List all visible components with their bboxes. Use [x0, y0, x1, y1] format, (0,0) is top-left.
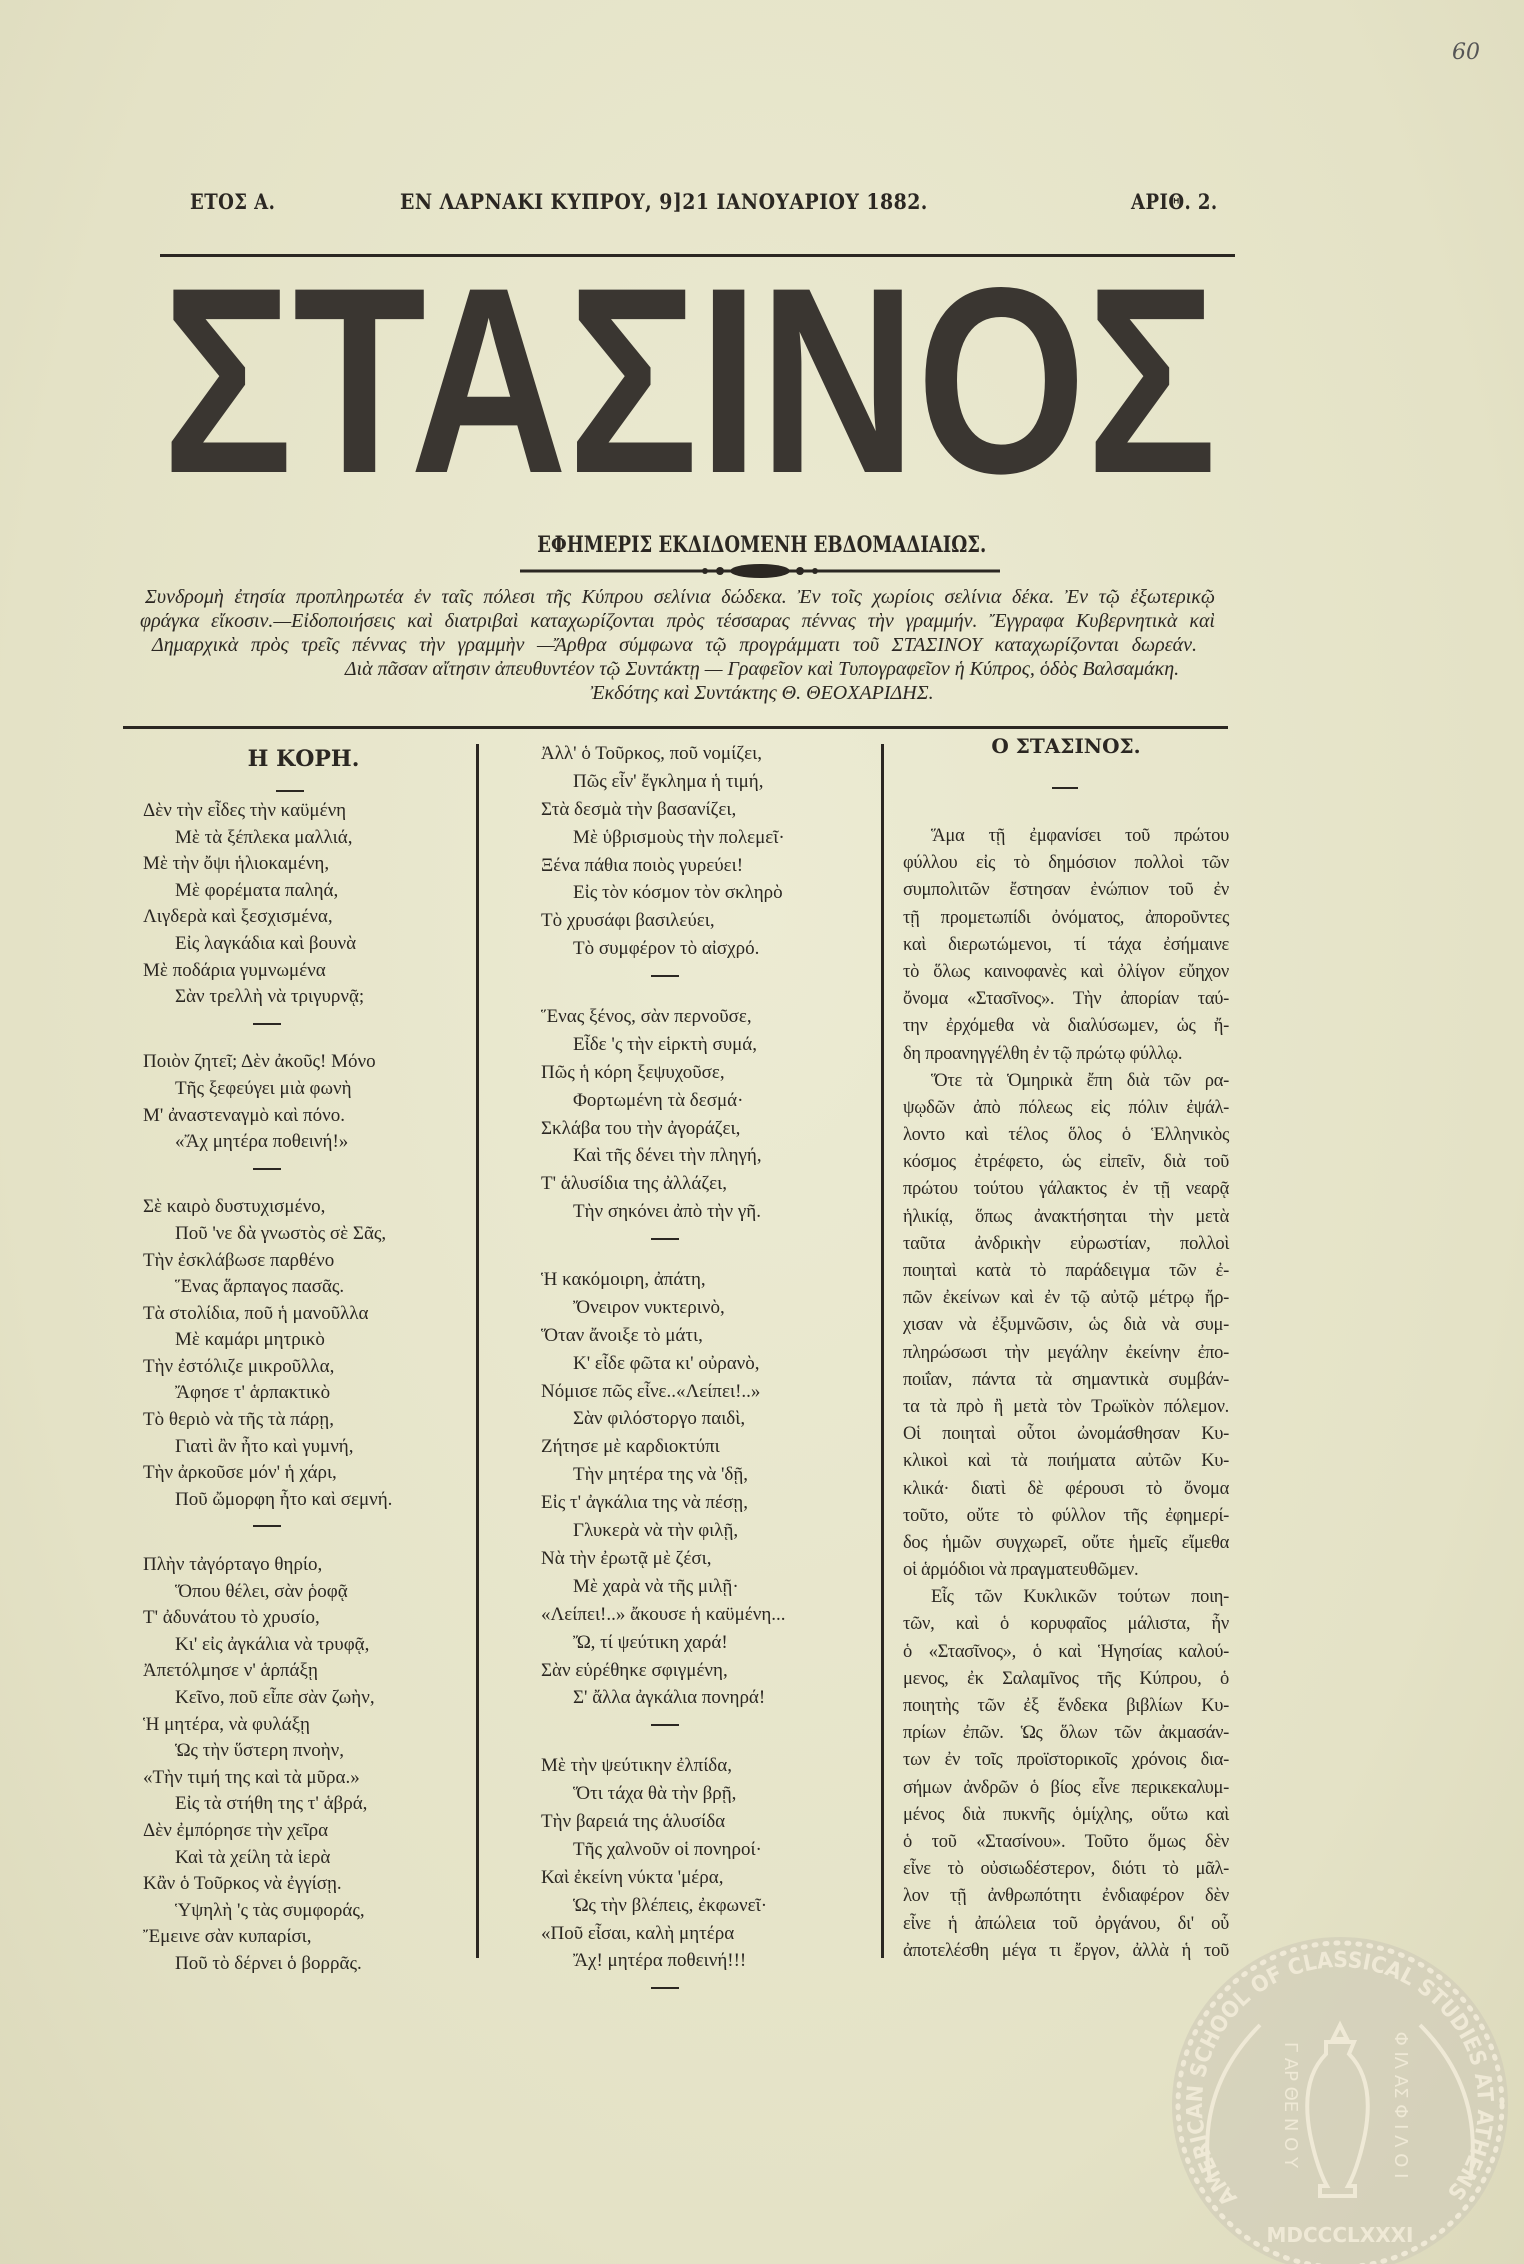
column-divider — [476, 744, 479, 1958]
poem-line: Φορτωμένη τὰ δεσμά· — [573, 1089, 744, 1111]
article-line: πληρώσωσι τὴν μεγάλην ἐκείνην ἐπο- — [903, 1342, 1229, 1363]
masthead-title: ΣΤΑΣΙΝΟΣ — [162, 233, 1217, 529]
article-line: δη προανηγγέλθη ἐν τῷ πρώτῳ φύλλῳ. — [903, 1043, 1183, 1064]
article-line: ποιΐαν, πάντα τὰ σημαντικὰ συμβάν- — [903, 1369, 1229, 1390]
dash — [651, 1724, 679, 1726]
dash — [253, 1168, 281, 1170]
poem-line: Σὲ καιρὸ δυστυχισμένο, — [143, 1196, 326, 1218]
article-line: ποιηταὶ κατὰ τὸ παράδειγμα τῶν ἐ- — [903, 1261, 1229, 1281]
poem-line: Ἔμεινε σὰν κυπαρίσι, — [143, 1926, 312, 1948]
dash — [651, 1987, 679, 1989]
poem-line: Μὲ τὰ ξέπλεκα μαλλιά, — [175, 826, 353, 848]
poem-line: «Ποῦ εἶσαι, καλὴ μητέρα — [541, 1922, 735, 1944]
poem-line: Εἶδε 'ς τὴν εἱρκτὴ συμά, — [573, 1033, 758, 1055]
poem-line: «Τὴν τιμή της καὶ τὰ μῦρα.» — [143, 1766, 360, 1788]
poem-line: Ποῦ τὸ δέρνει ὁ βορρᾶς. — [175, 1952, 362, 1974]
poem-line: «Λείπει!..» ἄκουσε ἡ καϋμένη... — [541, 1603, 786, 1625]
article-line: ὄνομα «Στασῖνος». Τὴν ἀπορίαν ταύ- — [903, 989, 1229, 1010]
poem-line: Ὡς τὴν βλέπεις, ἐκφωνεῖ· — [573, 1894, 768, 1916]
poem-line: Μὲ τὴν ὄψι ἡλιοκαμένη, — [143, 853, 330, 875]
article-line: λον τῇ ἀνθρωπότητι ἐνδιαφέρον δὲν — [903, 1886, 1229, 1907]
article-line: των ἐν τοῖς προϊστορικοῖς χρόνοις δια- — [903, 1750, 1229, 1771]
article-line: κλικοὶ καὶ τὰ ποιήματα αὐτῶν Κυ- — [903, 1451, 1229, 1472]
poem-line: Ὡς τὴν ὕστερη πνοὴν, — [175, 1740, 345, 1762]
poem-line: Μὲ τὴν ψεύτικην ἐλπίδα, — [541, 1755, 732, 1777]
poem-line: Τὸ συμφέρον τὸ αἰσχρό. — [573, 938, 760, 960]
poem-line: Κεῖνο, ποῦ εἶπε σὰν ζωὴν, — [175, 1687, 375, 1708]
article-line: την ἐρχόμεθα νὰ διαλύσωμεν, ὡς ἤ- — [903, 1016, 1229, 1037]
poem-line: Τὴν μητέρα της νὰ 'δῇ, — [573, 1464, 749, 1486]
article-line: κόσμος ἐτρέφετο, ὡς εἰπεῖν, διὰ τοῦ — [903, 1152, 1229, 1173]
poem-line: Νόμισε πῶς εἶνε..«Λείπει!..» — [541, 1380, 761, 1402]
poem-line: Ὅπου θέλει, σὰν ῥοφᾷ — [175, 1580, 348, 1602]
poem-line: Εἰς λαγκάδια καὶ βουνὰ — [175, 932, 357, 954]
poem-line: Τ' ἀδυνάτου τὸ χρυσίο, — [143, 1607, 320, 1629]
dash — [253, 1023, 281, 1025]
poem-line: Κ' εἶδε φῶτα κι' οὐρανὸ, — [573, 1352, 760, 1374]
poem-line: Ὅταν ἄνοιξε τὸ μάτι, — [541, 1324, 703, 1346]
poem-line: Τὸ θεριὸ νὰ τῆς τὰ πάρῃ, — [143, 1409, 334, 1431]
masthead — [0, 220, 1524, 530]
article-line: πρίων ἐπῶν. Ὡς ὅλων τῶν ἀκμασάν- — [903, 1723, 1229, 1744]
title-dash — [1052, 787, 1078, 789]
poem-line: Μὲ φορέματα παληά, — [175, 879, 339, 901]
article-line: ἀποτελέσθη μέγα τι ἔργον, ἀλλὰ ἡ τοῦ — [903, 1940, 1229, 1961]
poem-line: Πῶς ἡ κόρη ξεψυχοῦσε, — [541, 1061, 725, 1083]
poem-line: Μ' ἀναστεναγμὸ καὶ πόνο. — [143, 1104, 345, 1126]
poem-line: Ὑψηλὴ 'ς τὰς συμφοράς, — [175, 1899, 365, 1921]
poem-line: Ποιὸν ζητεῖ; Δὲν ἀκοῦς! Μόνο — [143, 1051, 376, 1073]
poem-line: Γλυκερὰ νὰ τὴν φιλῇ, — [573, 1520, 739, 1542]
article-line: φύλλου εἰς τὸ δημόσιον πολλοὶ τῶν — [903, 853, 1229, 874]
stanza-divider — [541, 975, 786, 1003]
poem-line: Εἰς τὸν κόσμον τὸν σκληρὸ — [573, 882, 783, 904]
article-body — [903, 823, 1229, 1965]
poem-line: Ἄφησε τ' ἁρπακτικὸ — [175, 1382, 331, 1404]
article-line: τα τὰ πρὸ ἢ μετὰ τὸν Τρωϊκὸν πόλεμον. — [903, 1396, 1229, 1417]
poem-line: Λιγδερὰ καὶ ξεσχισμένα, — [143, 906, 333, 928]
poem-line: Καὶ ἐκείνη νύκτα 'μέρα, — [541, 1866, 724, 1888]
article-line: δος ἡμῶν συγχωρεῖ, οὔτε ἡμεῖς εἴμεθα — [903, 1532, 1229, 1553]
article-line: οἱ ἁρμόδιοι νὰ πραγματευθῶμεν. — [903, 1560, 1139, 1581]
poem-line: Μὲ ποδάρια γυμνωμένα — [143, 959, 326, 981]
poem-line: Ποῦ 'νε δὰ γνωστὸς σὲ Σᾶς, — [175, 1222, 387, 1244]
stamp-right-letters: Φ ΙΛ ΑΣ Φ Ι Λ Ο Ι — [1390, 2031, 1411, 2179]
article-line: λοντο καὶ τέλος ὅλος ὁ Ἑλληνικὸς — [903, 1125, 1229, 1146]
poem-title: Η ΚΟΡΗ. — [247, 746, 360, 772]
article-line: εἶνε ἡ ἀπώλεια τοῦ ὀργάνου, δι' οὗ — [903, 1913, 1229, 1934]
article-line: σήμων ἀνδρῶν ὁ βίος εἶνε περικεκαλυμ- — [903, 1777, 1229, 1798]
article-line: ποιητὴς τῶν ἐξ ἕνδεκα βιβλίων Κυ- — [903, 1696, 1229, 1716]
poem-line: «Ἄχ μητέρα ποθεινή!» — [175, 1131, 349, 1153]
article-title: Ο ΣΤΑΣΙΝΟΣ. — [991, 734, 1141, 758]
poem-line: Ἡ μητέρα, νὰ φυλάξῃ — [143, 1713, 310, 1735]
article-line: ὁ τοῦ «Στασίνου». Τοῦτο ὅμως δὲν — [903, 1831, 1229, 1852]
article-line: πῶν ἐκείνων καὶ ἐν τῷ αὐτῷ μέτρῳ ἤρ- — [903, 1288, 1229, 1309]
place-date: ΕΝ ΛΑΡΝΑΚΙ ΚΥΠΡΟΥ, 9]21 ΙΑΝΟΥΑΡΙΟΥ 1882. — [400, 189, 928, 214]
stamp-year: MDCCCLXXXI — [1266, 2223, 1414, 2247]
poem-line: Νὰ τὴν ἐρωτᾷ μὲ ζέσι, — [541, 1547, 712, 1569]
year-label: ΕΤΟΣ Α. — [190, 189, 276, 214]
poem-column-2 — [541, 740, 786, 2015]
poem-line: Εἰς τ' ἀγκάλια της νὰ πέσῃ, — [541, 1492, 748, 1514]
library-stamp — [1140, 1930, 1524, 2264]
poem-line: Μὲ ὑβρισμοὺς τὴν πολεμεῖ· — [573, 826, 785, 848]
article-line: τοῦτο, οὔτε τὸ φύλλον τῆς ἐφημερί- — [903, 1505, 1229, 1526]
poem-line: Γιατὶ ἂν ἦτο καὶ γυμνή, — [175, 1435, 354, 1457]
article-line: κλικά· διατὶ δὲ φέρουσι τὸ ὄνομα — [903, 1478, 1229, 1499]
stanza-divider — [143, 1525, 392, 1552]
poem-line: Τὰ στολίδια, ποῦ ἡ μανοῦλλα — [143, 1302, 369, 1324]
column-divider — [881, 744, 884, 1958]
poem-line: Καὶ τὰ χείλη τὰ ἱερὰ — [175, 1846, 331, 1868]
stamp-ring-text: AMERICAN SCHOOL OF CLASSICAL STUDIES AT ATHENS — [1182, 1947, 1498, 2211]
poem-line: Σὰν τρελλὴ νὰ τριγυρνᾷ; — [175, 986, 365, 1008]
article-line: ἡλικίᾳ, ὅπως ἀνακτήσηται τὴν μετὰ — [903, 1206, 1229, 1227]
stanza-divider — [541, 1724, 786, 1752]
poem-line: Ἀλλ' ὁ Τοῦρκος, ποῦ νομίζει, — [541, 743, 762, 764]
poem-line: Μὲ χαρὰ νὰ τῆς μιλῇ· — [573, 1575, 739, 1597]
poem-line: Τὴν βαρειά της ἁλυσίδα — [541, 1810, 726, 1832]
poem-column-1 — [143, 798, 392, 1978]
subscription-line: Δημαρχικὰ πρὸς τρεῖς πέννας τὴν γραμμὴν —Ἄρθρα σύμφωνα τῷ προγράμματι τοῦ ΣΤΑΣΙΝΟΥ καταχωρίζονται δωρεάν. — [152, 634, 1197, 656]
stanza-divider — [541, 1987, 786, 2015]
article-line: συμπολιτῶν ἔστησαν ἐνώπιον τοῦ ἐν — [903, 880, 1229, 901]
poem-line: Σὰν φιλόστοργο παιδὶ, — [573, 1408, 746, 1430]
stanza-divider — [143, 1023, 392, 1050]
poem-line: Τὴν σηκόνει ἀπὸ τὴν γῆ. — [573, 1201, 761, 1223]
stanza-divider — [541, 1238, 786, 1266]
poem-line: Ξένα πάθια ποιὸς γυρεύει! — [541, 854, 744, 876]
poem-line: Ἀπετόλμησε ν' ἁρπάξῃ — [143, 1660, 318, 1682]
poem-line: Εἰς τὰ στήθη της τ' ἁβρά, — [175, 1793, 368, 1815]
article-line: ταῦτα ἀνδρικὴν εὐρωστίαν, πολλοὶ — [903, 1233, 1229, 1254]
poem-line: Δὲν ἐμπόρησε τὴν χεῖρα — [143, 1819, 329, 1841]
article-line: ψῳδῶν ἀπὸ πόλεως εἰς πόλιν ἐψάλ- — [903, 1097, 1229, 1118]
poem-line: Ὅτι τάχα θὰ τὴν βρῇ, — [573, 1783, 737, 1805]
article-line: τῶν, καὶ ὁ κορυφαῖος μάλιστα, ἦν — [903, 1614, 1229, 1635]
poem-line: Μὲ καμάρι μητρικὸ — [175, 1329, 325, 1351]
article-line: εἶνε τὸ οὐσιωδέστερον, διότι τὸ μᾶλ- — [903, 1859, 1229, 1880]
article-line: χισαν νὰ ἐξυμνῶσιν, ὡς διὰ νὰ συμ- — [903, 1315, 1229, 1336]
poem-line: Σκλάβα του τὴν ἀγοράζει, — [541, 1117, 741, 1139]
article-line: μένος διὰ πυκνῆς ὁμίχλης, οὕτω καὶ — [903, 1804, 1229, 1825]
poem-line: Τὸ χρυσάφι βασιλεύει, — [541, 910, 715, 932]
poem-line: Ὄνειρον νυκτερινὸ, — [573, 1296, 725, 1318]
poem-line: Σ' ἄλλα ἀγκάλια πονηρά! — [573, 1687, 766, 1709]
poem-line: Τὴν ἐσκλάβωσε παρθένο — [143, 1249, 335, 1271]
subtitle-text: ΕΦΗΜΕΡΙΣ ΕΚΔΙΔΟΜΕΝΗ ΕΒΔΟΜΑΔΙΑΙΩΣ. — [537, 532, 987, 558]
subscription-line: Συνδρομὴ ἐτησία προπληρωτέα ἐν ταῖς πόλεσι τῆς Κύπρου σελίνια δώδεκα. Ἐν τοῖς χωρίοις σελίνια δέκα. Ἐν τῷ ἐξωτερικῷ — [145, 586, 1215, 608]
poem-line: Ἄχ! μητέρα ποθεινή!!! — [573, 1950, 747, 1972]
poem-line: Πλὴν τἀγόρταγο θηρίο, — [143, 1554, 323, 1576]
poem-line: Πῶς εἶν' ἔγκλημα ἡ τιμή, — [573, 770, 764, 792]
article-line: Ὅτε τὰ Ὁμηρικὰ ἔπη διὰ τῶν ρα- — [931, 1070, 1229, 1091]
poem-line: Κι' εἰς ἀγκάλια νὰ τρυφᾷ, — [175, 1633, 370, 1655]
poem-line: Τὴν ἀρκοῦσε μόν' ἡ χάρι, — [143, 1462, 337, 1484]
dash — [651, 975, 679, 977]
ornament-divider — [520, 559, 1000, 583]
subscription-line: Διὰ πᾶσαν αἴτησιν ἀπευθυντέον τῷ Συντάκτῃ — Γραφεῖον καὶ Τυπογραφεῖον ἡ Κύπρος, ὁδὸς Βαλσαμάκη. — [344, 658, 1180, 680]
article-line: τὸ ὅλως καινοφανὲς καὶ ὀλίγον εὔηχον — [903, 961, 1229, 982]
poem-line: Τ' ἁλυσίδια της ἀλλάζει, — [541, 1173, 728, 1195]
poem-line: Κἂν ὁ Τοῦρκος νὰ ἐγγίσῃ. — [143, 1873, 342, 1895]
stanza-divider — [143, 1168, 392, 1195]
article-line: πρώτου τούτου γάλακτος ἐν τῇ νεαρᾷ — [903, 1179, 1229, 1200]
article-line: καὶ διερωτώμενοι, τί τάχα ἐσήμαινε — [903, 934, 1229, 955]
handwritten-page-number: 60 — [1452, 40, 1480, 65]
dash — [651, 1238, 679, 1240]
poem-line: Τὴν ἐστόλιζε μικροῦλλα, — [143, 1355, 335, 1377]
article-line: Εἷς τῶν Κυκλικῶν τούτων ποιη- — [931, 1587, 1229, 1608]
poem-line: Ποῦ ὤμορφη ἦτο καὶ σεμνή. — [175, 1488, 393, 1510]
poem-line: Ζήτησε μὲ καρδιοκτύπι — [541, 1436, 720, 1458]
article-line: μενος, ἐκ Σαλαμῖνος τῆς Κύπρου, ὁ — [903, 1668, 1229, 1689]
article-line: Ἅμα τῇ ἐμφανίσει τοῦ πρώτου — [931, 826, 1229, 846]
stamp-left-letters: Γ ΑΡ ΘΕ Ν Ο Υ — [1280, 2042, 1301, 2168]
poem-line: Ὤ, τί ψεύτικη χαρά! — [573, 1631, 728, 1653]
dash — [253, 1525, 281, 1527]
editor-line: Ἐκδότης καὶ Συντάκτης Θ. ΘΕΟΧΑΡΙΔΗΣ. — [590, 682, 934, 704]
poem-line: Ἕνας ἅρπαγος πασᾶς. — [175, 1276, 345, 1298]
poem-line: Σὰν εὑρέθηκε σφιγμένη, — [541, 1659, 728, 1681]
columns-top-rule — [123, 726, 1228, 729]
poem-line: Δὲν τὴν εἶδες τὴν καϋμένη — [143, 800, 347, 821]
poem-line: Τῆς χαλνοῦν οἱ πονηροί· — [573, 1838, 762, 1860]
poem-line: Τῆς ξεφεύγει μιὰ φωνὴ — [175, 1077, 352, 1099]
poem-line: Ἡ κακόμοιρη, ἀπάτη, — [541, 1269, 706, 1291]
article-line: ὁ «Στασῖνος», ὁ καὶ Ἡγησίας καλού- — [903, 1641, 1229, 1662]
poem-line: Στὰ δεσμὰ τὴν βασανίζει, — [541, 798, 737, 820]
article-line: τῇ προμετωπίδι ὀνόματος, ἀποροῦντες — [903, 907, 1229, 928]
title-dash — [276, 790, 304, 792]
issue-number: ΑΡΙΘ. 2. — [1131, 189, 1218, 214]
subscription-line: φράγκα εἴκοσιν.—Εἰδοποιήσεις καὶ διατριβαὶ καταχωρίζονται πρὸς τέσσαρας πέννας τὴν γραμμήν. Ἔγγραφα Κυβερνητικὰ καὶ — [140, 610, 1215, 632]
article-line: Οἱ ποιηταὶ οὗτοι ὠνομάσθησαν Κυ- — [903, 1424, 1229, 1445]
subtitle — [0, 532, 1524, 558]
poem-line: Ἕνας ξένος, σὰν περνοῦσε, — [541, 1006, 752, 1028]
poem-line: Καὶ τῆς δένει τὴν πληγή, — [573, 1145, 762, 1167]
